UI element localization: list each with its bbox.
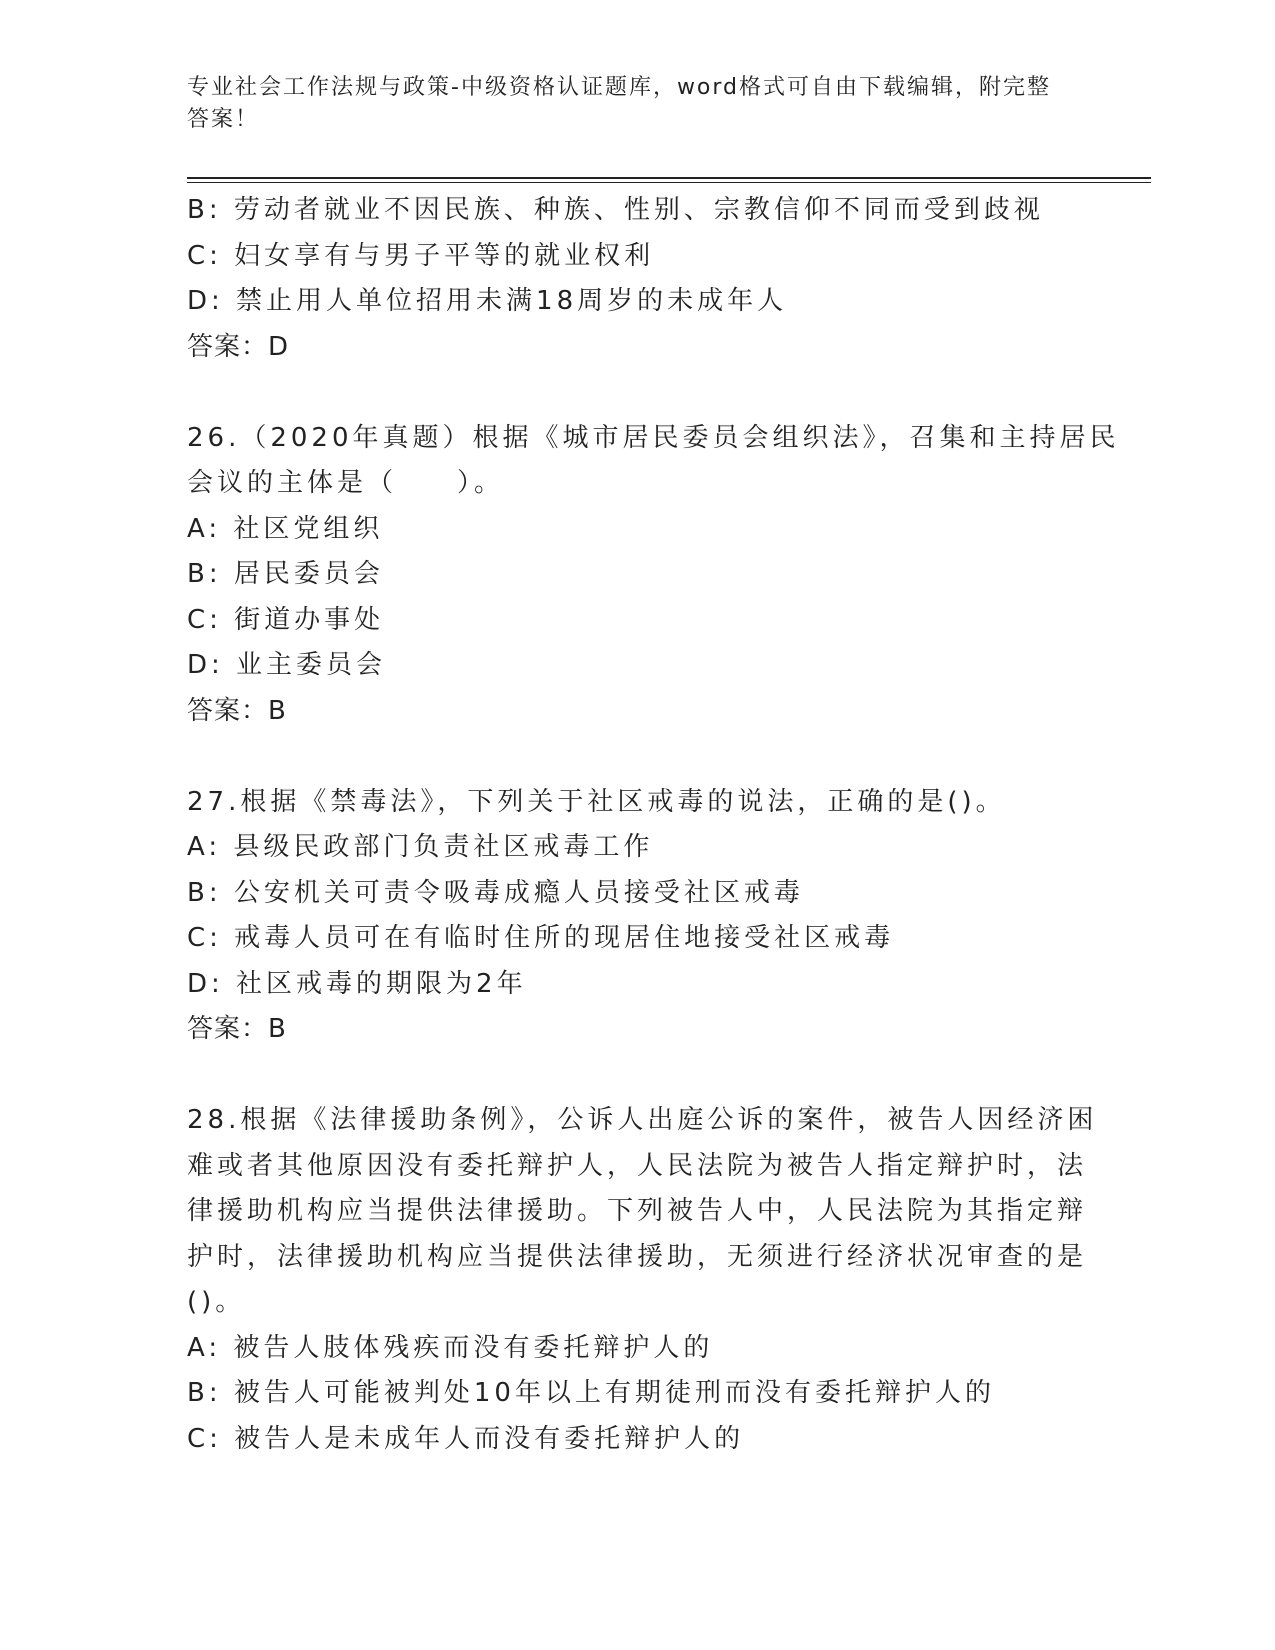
question-28 [187, 1098, 1098, 1462]
option-c: C: 妇女享有与男子平等的就业权利 [187, 240, 655, 271]
question-stem-line: 会议的主体是（ ）。 [187, 468, 505, 498]
question-25-continued [187, 188, 1087, 370]
question-stem-line: 律援助机构应当提供法律援助。下列被告人中，人民法院为其指定辩 [187, 1196, 1088, 1226]
option-c: C: 戒毒人员可在有临时住所的现居住地接受社区戒毒 [187, 923, 895, 953]
document-header [187, 72, 1077, 136]
question-stem-line: 难或者其他原因没有委托辩护人，人民法院为被告人指定辩护时，法 [187, 1150, 1088, 1181]
question-stem-line: 28.根据《法律援助条例》，公诉人出庭公诉的案件，被告人因经济困 [187, 1105, 1098, 1135]
answer: 答案：B [187, 1014, 287, 1044]
option-b: B: 劳动者就业不因民族、种族、性别、宗教信仰不同而受到歧视 [187, 195, 1044, 225]
option-b: B: 公安机关可责令吸毒成瘾人员接受社区戒毒 [187, 877, 804, 908]
option-a: A: 社区党组织 [187, 513, 384, 544]
question-stem-line: 26.（2020年真题）根据《城市居民委员会组织法》，召集和主持居民 [187, 422, 1120, 453]
header-line-2: 答案！ [187, 107, 260, 132]
option-a: A: 县级民政部门负责社区戒毒工作 [187, 832, 654, 862]
option-d: D: 禁止用人单位招用未满18周岁的未成年人 [187, 286, 788, 316]
question-stem-line: 27.根据《禁毒法》，下列关于社区戒毒的说法，正确的是()。 [187, 786, 1006, 817]
question-stem-line: ()。 [187, 1287, 246, 1317]
question-stem-line: 护时，法律援助机构应当提供法律援助，无须进行经济状况审查的是 [187, 1241, 1088, 1272]
question-27 [187, 780, 1087, 1053]
answer: 答案：B [187, 695, 287, 726]
option-d: D: 社区戒毒的期限为2年 [187, 968, 527, 999]
option-c: C: 被告人是未成年人而没有委托辩护人的 [187, 1423, 745, 1454]
option-b: B: 被告人可能被判处10年以上有期徒刑而没有委托辩护人的 [187, 1378, 995, 1408]
header-divider-thin [187, 182, 1151, 183]
answer: 答案：D [187, 331, 290, 362]
option-c: C: 街道办事处 [187, 604, 385, 635]
header-divider-thick [187, 177, 1151, 179]
header-line-1: 专业社会工作法规与政策-中级资格认证题库，word格式可自由下载编辑，附完整 [187, 75, 1052, 100]
option-a: A: 被告人肢体残疾而没有委托辩护人的 [187, 1332, 714, 1363]
option-d: D: 业主委员会 [187, 650, 387, 680]
question-26 [187, 416, 1120, 735]
question-list [187, 188, 1120, 1462]
option-b: B: 居民委员会 [187, 559, 384, 589]
